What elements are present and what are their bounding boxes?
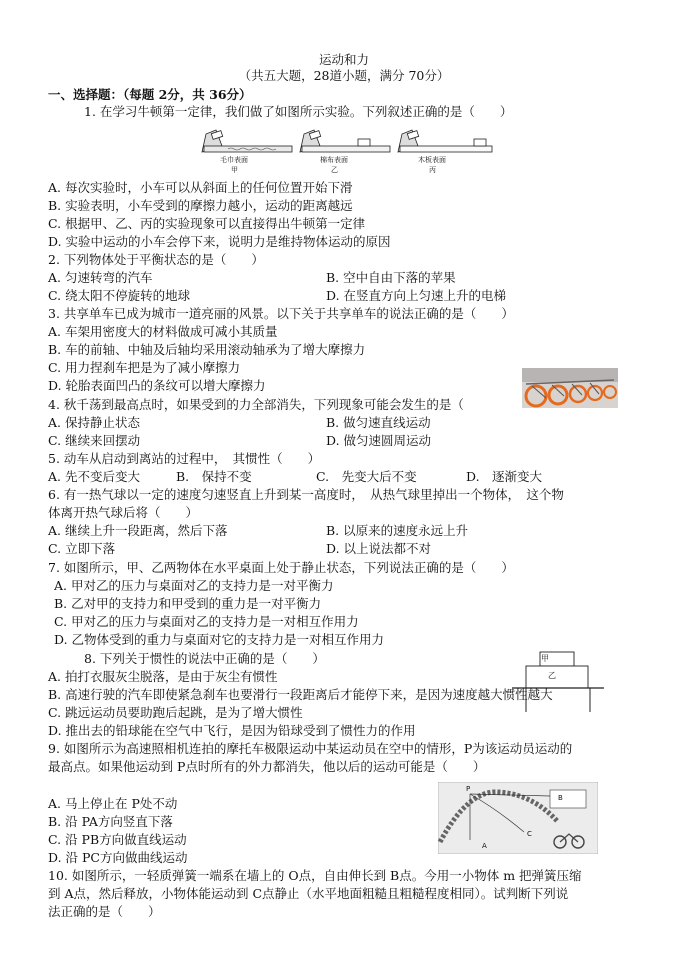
fig-label-a: A — [482, 842, 487, 850]
q6-option-b: B. 以原来的速度永远上升 — [326, 523, 469, 538]
shared-bikes-photo — [522, 368, 618, 408]
q4-option-c: C. 继续来回摆动 — [48, 433, 141, 448]
q1-option-c: C. 根据甲、乙、丙的实验现象可以直接得出牛顿第一定律 — [48, 216, 366, 231]
q7-option-c: C. 甲对乙的压力与桌面对乙的支持力是一对相互作用力 — [54, 614, 359, 629]
page-title: 运动和力 — [318, 52, 369, 67]
q3-option-c: C. 用力捏刹车把是为了减小摩擦力 — [48, 360, 241, 375]
block-label-jia: 甲 — [541, 654, 549, 663]
q1-option-a: A. 每次实验时，小车可以从斜面上的任何位置开始下滑 — [48, 180, 353, 195]
q6-option-c: C. 立即下落 — [48, 541, 116, 556]
q9-option-b: B. 沿 PA方向竖直下落 — [48, 814, 173, 829]
fig-tag-jia: 甲 — [231, 166, 238, 174]
q7-option-d: D. 乙物体受到的重力与桌面对它的支持力是一对相互作用力 — [54, 632, 385, 647]
q5-option-b: B. 保持不变 — [176, 469, 252, 484]
fig-tag-bing: 丙 — [429, 166, 436, 174]
q5-option-a: A. 先不变后变大 — [48, 469, 140, 484]
section-heading: 一、选择题：（每题 2分，共 36分） — [48, 87, 252, 102]
q9-stem-line1: 9. 如图所示为高速照相机连拍的摩托车极限运动中某运动员在空中的情形，P为该运动员运动的 — [48, 741, 573, 756]
page-subtitle: （共五大题，28道小题，满分 70分） — [238, 68, 450, 83]
q4-option-b: B. 做匀速直线运动 — [326, 415, 431, 430]
q7-option-b: B. 乙对甲的支持力和甲受到的重力是一对平衡力 — [54, 596, 322, 611]
fig-label-cotton: 棉布表面 — [320, 156, 348, 164]
q9-option-a: A. 马上停止在 P处不动 — [48, 796, 178, 811]
q5-option-d: D. 逐渐变大 — [466, 469, 543, 484]
q8-option-d: D. 推出去的铅球能在空气中飞行，是因为铅球受到了惯性力的作用 — [48, 723, 416, 738]
q3-option-a: A. 车架用密度大的材料做成可减小其质量 — [48, 324, 278, 339]
q1-option-d: D. 实验中运动的小车会停下来，说明力是维持物体运动的原因 — [48, 234, 391, 249]
fig-tag-yi: 乙 — [331, 166, 338, 174]
q2-option-d: D. 在竖直方向上匀速上升的电梯 — [326, 288, 507, 303]
q4-option-a: A. 保持静止状态 — [48, 415, 140, 430]
q10-stem-line3: 法正确的是（ ） — [48, 904, 161, 919]
q10-stem-line1: 10. 如图所示，一轻质弹簧一端系在墙上的 O点，自由伸长到 B点。今用一小物体 m 把弹簧压缩 — [48, 868, 582, 883]
fig-label-wood: 木板表面 — [418, 156, 446, 164]
q3-stem: 3. 共享单车已成为城市一道亮丽的风景。以下关于共享单车的说法正确的是（ ） — [48, 306, 514, 321]
q6-stem-line2: 体离开热气球后将（ ） — [48, 505, 199, 520]
q9-option-c: C. 沿 PB方向做直线运动 — [48, 832, 187, 847]
q7-stem: 7. 如图所示，甲、乙两物体在水平桌面上处于静止状态，下列说法正确的是（ ） — [48, 560, 514, 575]
q4-option-d: D. 做匀速圆周运动 — [326, 433, 432, 448]
q3-option-d: D. 轮胎表面凹凸的条纹可以增大摩擦力 — [48, 378, 266, 393]
q8-option-c: C. 跳远运动员要助跑后起跳，是为了增大惯性 — [48, 705, 303, 720]
q8-option-b: B. 高速行驶的汽车即使紧急刹车也要滑行一段距离后才能停下来，是因为速度越大惯性越大 — [48, 687, 553, 702]
q7-option-a: A. 甲对乙的压力与桌面对乙的支持力是一对平衡力 — [54, 578, 334, 593]
fig-label-c: C — [527, 830, 532, 838]
q6-option-a: A. 继续上升一段距离，然后下落 — [48, 523, 228, 538]
fig-label-p: P — [466, 785, 471, 793]
q2-option-b: B. 空中自由下落的苹果 — [326, 270, 456, 285]
q6-option-d: D. 以上说法都不对 — [326, 541, 432, 556]
q2-option-a: A. 匀速转弯的汽车 — [48, 270, 153, 285]
q8-stem: 8. 下列关于惯性的说法中正确的是（ ） — [84, 651, 325, 666]
block-label-yi: 乙 — [548, 671, 556, 680]
fig-label-towel: 毛巾表面 — [220, 156, 248, 164]
q1-option-b: B. 实验表明，小车受到的摩擦力越小，运动的距离越远 — [48, 198, 353, 213]
q1-figure — [198, 124, 498, 156]
q5-option-c: C. 先变大后不变 — [316, 469, 417, 484]
q9-stem-line2: 最高点。如果他运动到 P点时所有的外力都消失，他以后的运动可能是（ ） — [48, 759, 486, 774]
q8-option-a: A. 拍打衣服灰尘脱落，是由于灰尘有惯性 — [48, 669, 278, 684]
q2-stem: 2. 下列物体处于平衡状态的是（ ） — [48, 252, 264, 267]
q4-stem: 4. 秋千荡到最高点时，如果受到的力全部消失，下列现象可能会发生的是（ — [48, 397, 464, 412]
q1-stem: 1. 在学习牛顿第一定律，我们做了如图所示实验。下列叙述正确的是（ ） — [84, 104, 513, 119]
q3-option-b: B. 车的前轴、中轴及后轴均采用滚动轴承为了增大摩擦力 — [48, 342, 366, 357]
q10-stem-line2: 到 A点，然后释放，小物体能运动到 C点静止（水平地面粗糙且粗糙程度相同）。试判断下列说 — [48, 886, 569, 901]
q9-option-d: D. 沿 PC方向做曲线运动 — [48, 850, 188, 865]
stacked-blocks-figure — [512, 650, 604, 714]
q2-option-c: C. 绕太阳不停旋转的地球 — [48, 288, 191, 303]
incline-experiment-diagram — [198, 124, 498, 156]
motorcycle-jump-photo — [438, 782, 598, 854]
q6-stem-line1: 6. 有一热气球以一定的速度匀速竖直上升到某一高度时， 从热气球里掉出一个物体， 这个物 — [48, 487, 564, 502]
fig-label-b: B — [558, 794, 563, 802]
q5-stem: 5. 动车从启动到离站的过程中， 其惯性（ ） — [48, 451, 321, 466]
